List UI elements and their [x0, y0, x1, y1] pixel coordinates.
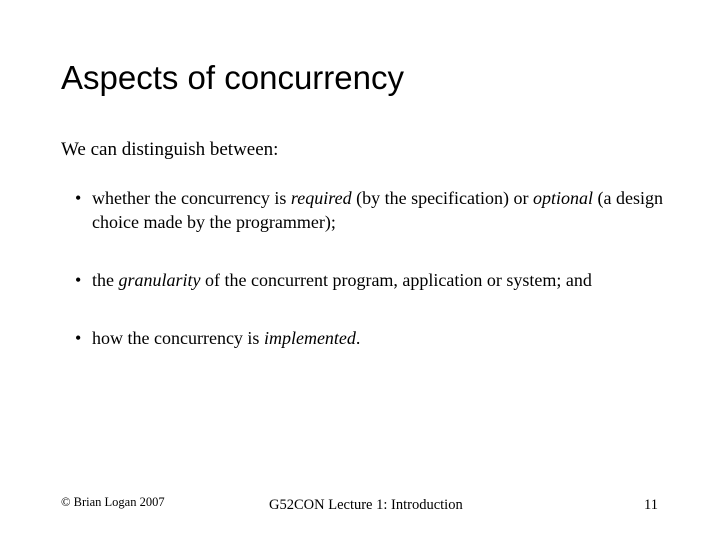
footer-page-number: 11: [644, 497, 658, 513]
bullet-item-1: [75, 186, 665, 234]
bullet-text-normal: (by the specification) or: [351, 188, 534, 208]
bullet-text-normal: how the concurrency is: [92, 328, 264, 348]
bullet-icon: •: [75, 328, 82, 348]
bullet-text-normal: of the concurrent program, application or system; and: [200, 270, 592, 290]
bullet-icon: •: [75, 270, 82, 290]
bullet-text-italic: granularity: [118, 270, 201, 290]
bullet-text-normal: the: [92, 270, 119, 290]
bullet-item-2: [75, 268, 665, 292]
bullet-text-normal: (a design choice made by the programmer);: [92, 188, 664, 232]
bullet-text-italic: required: [290, 188, 352, 208]
footer-lecture-title: G52CON Lecture 1: Introduction: [269, 497, 463, 513]
intro-text: We can distinguish between:: [61, 139, 279, 160]
bullet-text-normal: whether the concurrency is: [92, 188, 291, 208]
bullet-text-italic: optional: [533, 188, 594, 208]
bullet-list: [75, 186, 665, 350]
bullet-icon: •: [75, 188, 82, 208]
bullet-text-normal: .: [355, 328, 361, 348]
slide-title: Aspects of concurrency: [61, 59, 404, 96]
footer-copyright: © Brian Logan 2007: [61, 495, 165, 509]
bullet-text-italic: implemented: [263, 328, 356, 348]
bullet-item-3: [75, 326, 665, 350]
